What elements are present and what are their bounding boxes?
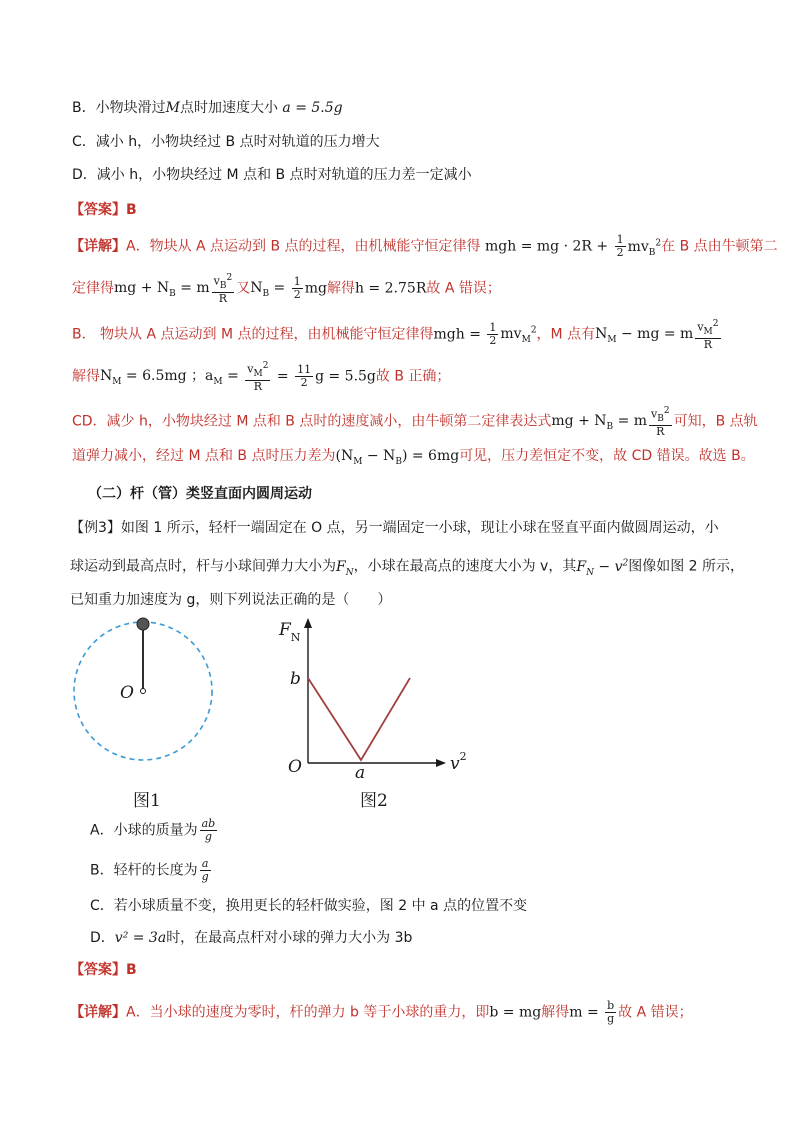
label-b: b xyxy=(290,669,301,689)
x-axis-arrow xyxy=(436,759,446,767)
detail1-line3: B． 物块从 A 点运动到 M 点的过程，由机械能守恒定律得mgh = $\frac{1}{2}$ $mv_M^2$，M 点有$N_M$ − mg = m $\frac{v_M^2}{R}$ xyxy=(72,319,719,351)
option-d-prev: D．减小 h，小物块经过 M 点和 B 点时对轨道的压力差一定减小 xyxy=(72,167,472,183)
detail2-line1: 【详解】A．当小球的速度为零时，杆的弹力 b 等于小球的重力，即b = mg解得m = $\frac{b}{g}$ 故 A 错误； xyxy=(70,999,693,1025)
option-d: D．v² = 3a时，在最高点杆对小球的弹力大小为 3b xyxy=(90,930,413,946)
option-c: C．若小球质量不变，换用更长的轻杆做实验，图 2 中 a 点的位置不变 xyxy=(90,898,528,914)
figure2-caption: 图2 xyxy=(360,791,388,811)
y-axis-label: $F_N$ xyxy=(279,620,301,644)
figure1-caption: 图1 xyxy=(133,791,161,811)
answer-2: 【答案】B xyxy=(70,962,137,978)
detail1-line6: 道弹力减小，经过 M 点和 B 点时压力差为$(N_M - N_B) = 6mg$可见，压力差恒定不变，故 CD 错误。故选 B。 xyxy=(72,448,755,467)
x-axis-label: $v^2$ xyxy=(450,750,467,774)
figure2-graph xyxy=(270,615,480,785)
graph-line xyxy=(308,678,410,760)
example3-line3: 已知重力加速度为 g，则下列说法正确的是（ ） xyxy=(70,592,392,608)
section-title: （二）杆（管）类竖直面内圆周运动 xyxy=(88,486,312,502)
detail1-line2: 定律得mg + $N_B = m$ $\frac{v_B^2}{R}$ 又$N_B$ = $\frac{1}{2}$ mg解得h = 2.75R故 A 错误； xyxy=(72,273,501,305)
option-a: A．小球的质量为 $\frac{ab}{g}$ xyxy=(90,817,216,843)
detail1-line4: 解得$N_M = 6.5mg$ ；$a_M$ = $\frac{v_M^2}{R}$ = $\frac{11}{2}$ g = 5.5g故 B 正确； xyxy=(72,361,451,393)
label-a: a xyxy=(355,763,366,783)
pivot-point xyxy=(141,689,146,694)
example3-line1: 【例3】如图 1 所示，轻杆一端固定在 O 点，另一端固定一小球，现让小球在竖直平面内做圆周运动，小 xyxy=(70,520,719,536)
option-c-prev: C．减小 h，小物块经过 B 点时对轨道的压力增大 xyxy=(72,134,380,150)
example3-line2: 球运动到最高点时，杆与小球间弹力大小为$F_N$，小球在最高点的速度大小为 v，其$F_N - v^2$图像如图 2 所示， xyxy=(70,558,745,578)
answer-1: 【答案】B xyxy=(70,202,137,218)
figure1-circle xyxy=(70,612,220,782)
small-ball xyxy=(137,618,149,630)
detail1-line1: 【详解】A．物块从 A 点运动到 B 点的过程，由机械能守恒定律得 mgh = mg · 2R + $\frac{1}{2}$ $mv_B^2$在 B 点由牛顿第二 xyxy=(70,233,778,260)
option-b-prev: B．小物块滑过M点时加速度大小 a = 5.5g xyxy=(72,100,343,116)
pivot-label: O xyxy=(120,683,134,703)
detail1-line5: CD．减少 h，小物块经过 M 点和 B 点时的速度减小，由牛顿第二定律表达式mg + $N_B = m$ $\frac{v_B^2}{R}$ 可知，B 点轨 xyxy=(72,406,758,438)
origin-label: O xyxy=(288,757,302,777)
y-axis-arrow xyxy=(304,618,312,628)
option-b: B．轻杆的长度为 $\frac{a}{g}$ xyxy=(90,857,209,883)
